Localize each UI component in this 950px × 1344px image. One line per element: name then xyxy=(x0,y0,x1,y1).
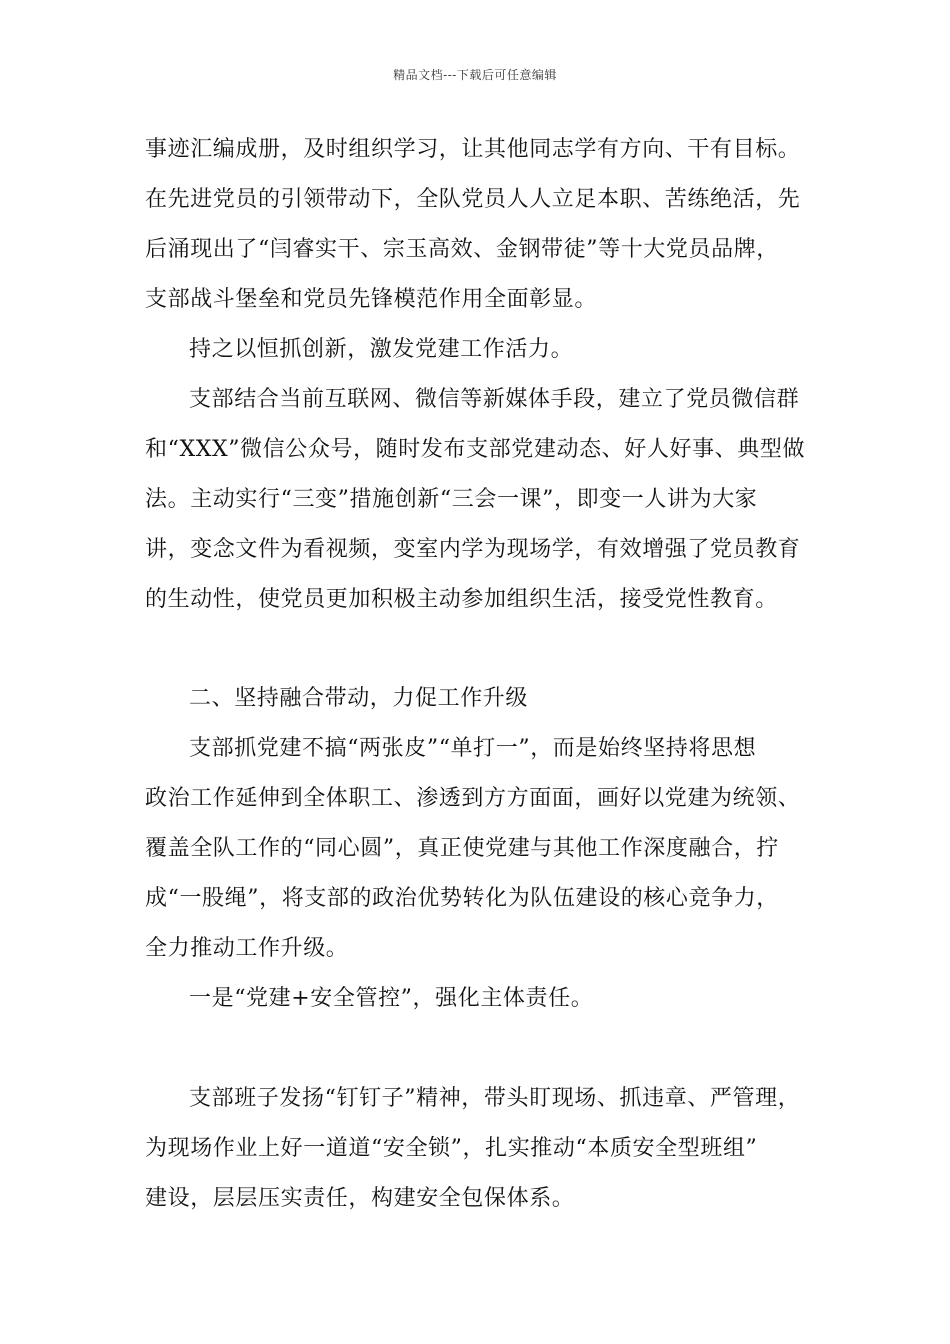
body-line: 覆盖全队工作的“同心圆”，真正使党建与其他工作深度融合，拧 xyxy=(145,836,779,861)
body-line: 后涌现出了“闫睿实干、宗玉高效、金钢带徒”等十大党员品牌， xyxy=(145,237,779,262)
body-line: 支部结合当前互联网、微信等新媒体手段，建立了党员微信群 xyxy=(189,387,800,412)
body-line: 事迹汇编成册，及时组织学习，让其他同志学有方向、干有目标。 xyxy=(145,137,801,162)
body-line: 政治工作延伸到全体职工、渗透到方方面面，画好以党建为统领、 xyxy=(145,786,801,811)
body-line: 支部抓党建不搞“两张皮”“单打一”，而是始终坚持将思想 xyxy=(189,736,757,761)
body-line: 支部班子发扬“钉钉子”精神，带头盯现场、抓违章、严管理， xyxy=(189,1086,801,1111)
section-heading: 二、坚持融合带动，力促工作升级 xyxy=(189,686,529,711)
body-line: 全力推动工作升级。 xyxy=(145,936,349,961)
body-line: 成“一股绳”，将支部的政治优势转化为队伍建设的核心竞争力， xyxy=(145,886,779,911)
section-subheading: 持之以恒抓创新，激发党建工作活力。 xyxy=(189,337,574,362)
body-line: 讲，变念文件为看视频，变室内学为现场学，有效增强了党员教育 xyxy=(145,537,801,562)
body-line: 支部战斗堡垒和党员先锋模范作用全面彰显。 xyxy=(145,287,598,312)
page-header: 精品文档---下载后可任意编辑 xyxy=(393,68,557,82)
body-line: 的生动性，使党员更加积极主动参加组织生活，接受党性教育。 xyxy=(145,587,778,612)
body-line: 和“XXX”微信公众号，随时发布支部党建动态、好人好事、典型做 xyxy=(145,437,806,462)
section-subheading: 一是“党建+安全管控”，强化主体责任。 xyxy=(189,986,594,1011)
body-line: 法。主动实行“三变”措施创新“三会一课”，即变一人讲为大家 xyxy=(145,487,758,512)
body-line: 建设，层层压实责任，构建安全包保体系。 xyxy=(145,1186,575,1211)
body-line: 为现场作业上好一道道“安全锁”，扎实推动“本质安全型班组” xyxy=(145,1136,758,1161)
body-line: 在先进党员的引领带动下，全队党员人人立足本职、苦练绝活，先 xyxy=(145,187,801,212)
